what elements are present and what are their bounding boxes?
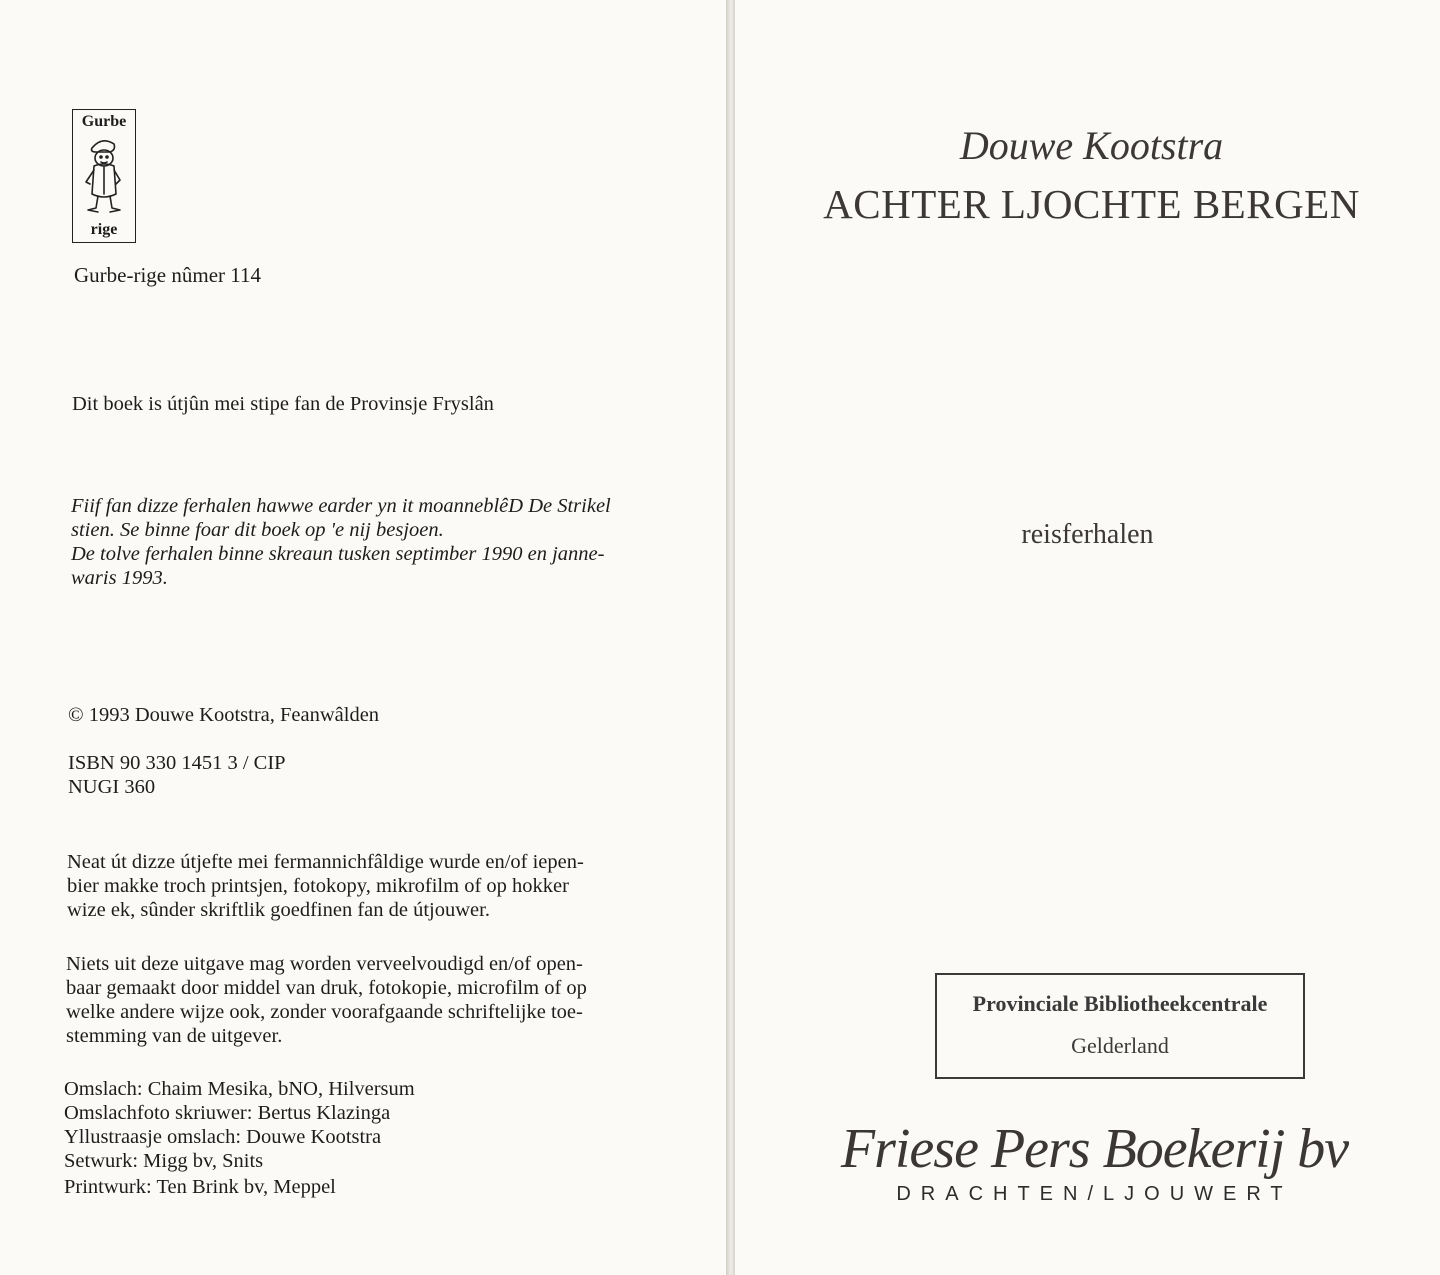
credit-line: Yllustraasje omslach: Douwe Kootstra bbox=[64, 1126, 382, 1148]
stamp-line: Provinciale Bibliotheekcentrale bbox=[972, 991, 1268, 1016]
rights-line: Neat út dizze útjefte mei fermannichfâldige wurde en/of iepen- bbox=[67, 851, 584, 873]
series-number: Gurbe-rige nûmer 114 bbox=[74, 263, 261, 287]
subsidy-notice: Dit boek is útjûn mei stipe fan de Provinsje Fryslân bbox=[72, 393, 494, 415]
logo-top-text: Gurbe bbox=[81, 113, 127, 130]
credit-line: Omslach: Chaim Mesika, bNO, Hilversum bbox=[64, 1078, 415, 1100]
library-stamp bbox=[935, 973, 1305, 1079]
logo-bottom-text: rige bbox=[90, 221, 118, 238]
rights-line: baar gemaakt door middel van druk, fotokopie, microfilm of op bbox=[66, 977, 587, 999]
stamp-line: Gelderland bbox=[1071, 1033, 1169, 1058]
note-line: Fiif fan dizze ferhalen hawwe earder yn it moanneblêD De Strikel bbox=[71, 495, 611, 517]
book-title: ACHTER LJOCHTE BERGEN bbox=[823, 181, 1360, 227]
nugi: NUGI 360 bbox=[68, 776, 156, 798]
publisher-name: Friese Pers Boekerij bv bbox=[840, 1118, 1349, 1180]
gurbe-figure-icon bbox=[80, 134, 128, 218]
note-line: De tolve ferhalen binne skreaun tusken septimber 1990 en janne- bbox=[71, 543, 605, 565]
book-subtitle: reisferhalen bbox=[1021, 519, 1154, 550]
rights-line: bier makke troch printsjen, fotokopy, mikrofilm of op hokker bbox=[67, 875, 569, 897]
rights-line: Niets uit deze uitgave mag worden verveelvoudigd en/of open- bbox=[66, 953, 583, 975]
isbn: ISBN 90 330 1451 3 / CIP bbox=[68, 752, 286, 774]
gurbe-rige-logo bbox=[72, 109, 136, 243]
copyright-notice: © 1993 Douwe Kootstra, Feanwâlden bbox=[68, 704, 380, 726]
credit-line: Omslachfoto skriuwer: Bertus Klazinga bbox=[64, 1102, 391, 1124]
author-name: Douwe Kootstra bbox=[959, 123, 1224, 168]
note-line: stien. Se binne foar dit boek op 'e nij besjoen. bbox=[71, 519, 444, 541]
credit-line: Printwurk: Ten Brink bv, Meppel bbox=[64, 1176, 336, 1198]
publisher-city: DRACHTEN/LJOUWERT bbox=[896, 1183, 1293, 1205]
credit-line: Setwurk: Migg bv, Snits bbox=[64, 1150, 264, 1172]
note-line: waris 1993. bbox=[71, 567, 168, 589]
right-page bbox=[735, 0, 1440, 1275]
rights-line: welke andere wijze ook, zonder voorafgaande schriftelijke toe- bbox=[66, 1001, 583, 1023]
rights-line: wize ek, sûnder skriftlik goedfinen fan de útjouwer. bbox=[67, 899, 490, 921]
rights-line: stemming van de uitgever. bbox=[66, 1025, 283, 1047]
